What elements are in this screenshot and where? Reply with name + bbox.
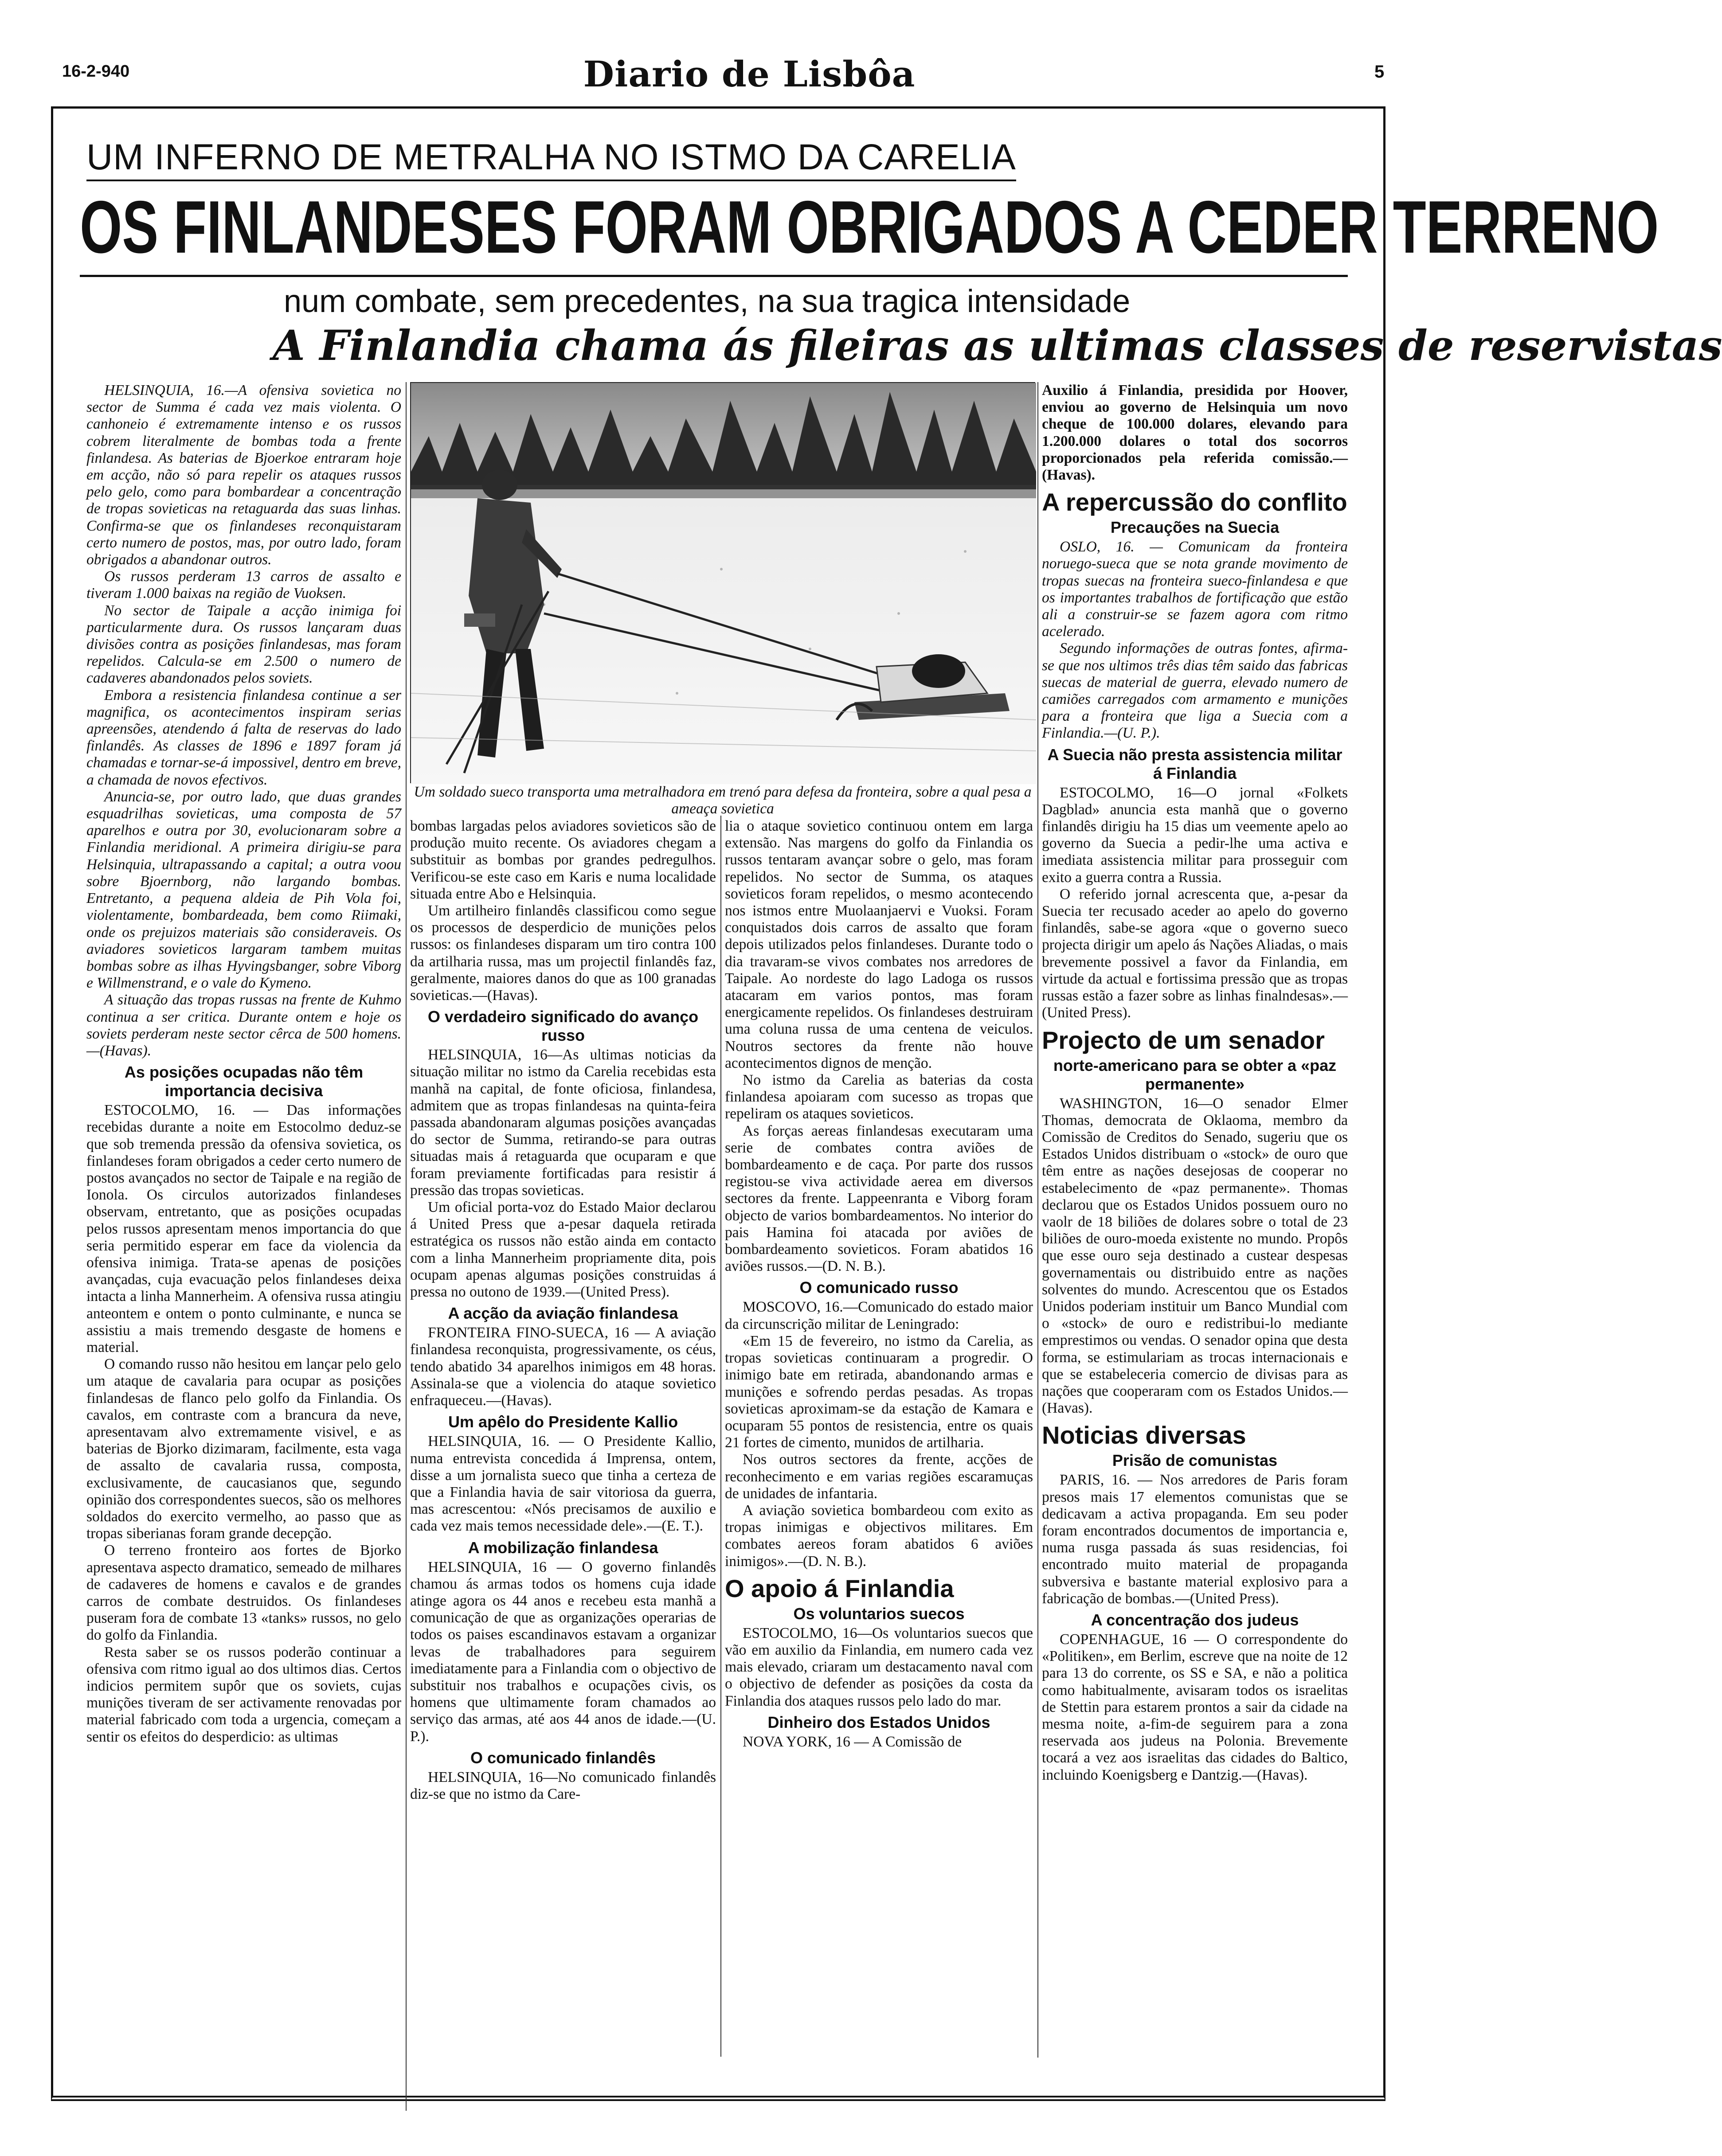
headline-kicker: UM INFERNO DE METRALHA NO ISTMO DA CARELIA [86, 135, 1016, 181]
subheading: Prisão de comunistas [1112, 1451, 1278, 1470]
article-paragraph: A aviação sovietica bombardeou com exito as tropas inimigas e objectivos militares. Em combates aereos foram abatidos 6 aviões inimigos».—(D. N. B.). [725, 1502, 1033, 1570]
subheading: A acção da aviação finlandesa [448, 1304, 678, 1323]
article-paragraph: WASHINGTON, 16—O senador Elmer Thomas, democrata de Oklaoma, membro da Comissão de Creditos do Senado, sugeriu que os Estados Unidos distribuam o «stock» de ouro que têm entre as nações desejosas de cooperar no estabelecimento de «paz permanente». Thomas declarou que os Estados Unidos possuem ouro no vaolr de 18 biliões de dolares sobre o total de 23 biliões de ouro-moeda existente no mundo. Propôs que esse ouro seja destinado a custear despesas governamentais ou distribuido entre as nações solventes do mundo. Acrescentou que os Estados Unidos poderiam instituir um Banco Mundial com o «stock» de ouro e redistribui-lo mediante emprestimos ou vendas. O senador opina que desta forma, se estimulariam as trocas internacionais e que se estabeleceria comercio de divisas para as nações que cooperaram com os Estados Unidos.—(Havas). [1042, 1095, 1348, 1417]
deck-line-2: A Finlandia chama ás fileiras as ultimas classes de reservistas [273, 321, 1722, 370]
article-paragraph: O comando russo não hesitou em lançar pelo gelo um ataque de cavalaria para ocupar as posições finlandesas de flanco pelo golfo da Finlandia. Os cavalos, em contraste com a brancura da neve, apresentavam alvo extremamente visivel, e as baterias de Bjorko dizimaram, facilmente, esta vaga de assalto de cavalaria russa, composta, exclusivamente, de caucasianos que, segundo opinião dos correspondentes suecos, são os melhores soldados do exercito vermelho, ao passo que as tropas siberianas foram grande decepção. [86, 1356, 401, 1542]
subheading: As posições ocupadas não têm importancia decisiva [124, 1063, 364, 1100]
column-rule [1037, 382, 1038, 2058]
section-heading: Noticias diversas [1042, 1421, 1246, 1449]
newspaper-name: Diario de Lisbôa [583, 53, 916, 95]
article-paragraph: MOSCOVO, 16.—Comunicado do estado maior da circunscrição militar de Leningrado: [725, 1299, 1033, 1332]
article-paragraph: «Em 15 de fevereiro, no istmo da Carelia, as tropas sovieticas continuaram a progredir. O inimigo bate em retirada, abandonando armas e munições e sofrendo perdas pesadas. As tropas sovieticas aproximam-se da estação de Kamara e ocuparam 55 pontos de resistencia, entre os quais 21 fortes de cimento, munidos de artilharia. [725, 1332, 1033, 1451]
article-paragraph: As forças aereas finlandesas executaram uma serie de combates contra aviões de bombardeamento e de caça. Por parte dos russos registou-se viva actividade aerea em diversos sectores da frente. Lappeenranta e Viborg foram objecto de varios bombardeamentos. No interior do pais Hamina foi atacada por aviões de bombardeamento sovieticos. Foram abatidos 16 aviões russos.—(D. N. B.). [725, 1122, 1033, 1275]
column-rule [406, 382, 407, 2111]
subheading: A concentração dos judeus [1091, 1610, 1299, 1629]
article-paragraph: A situação das tropas russas na frente de Kuhmo continua a ser critica. Durante ontem e hoje os soviets perderam neste sector cêrca de 500 homens.—(Havas). [86, 992, 401, 1059]
article-paragraph: Nos outros sectores da frente, acções de reconhecimento e em varias regiões escaramuças de unidades de infantaria. [725, 1451, 1033, 1502]
article-column-4 [1042, 382, 1348, 1784]
article-paragraph: Resta saber se os russos poderão continuar a ofensiva com ritmo igual ao dos ultimos dias. Certos indicios permitem supôr que os soviets, cujas munições tiveram de ser activamente renovadas por material fabricado com toda a urgencia, começam a sentir os efeitos do desperdicio: as ultimas [86, 1644, 401, 1745]
article-paragraph: NOVA YORK, 16 — A Comissão de [743, 1733, 962, 1750]
article-paragraph: bombas largadas pelos aviadores sovieticos são de produção muito recente. Os aviadores chegam a substituir as bombas por grandes pedregulhos. Verificou-se este caso em Karis e numa localidade situada entre Abo e Helsinquia. [410, 818, 716, 902]
subheading: O comunicado finlandês [470, 1748, 656, 1767]
article-paragraph: Um artilheiro finlandês classificou como segue os processos de desperdicio de munições pelos russos: os finlandeses disparam um tiro contra 100 da artilharia russa, mas um projectil finlandês faz, geralmente, maiores danos do que as 100 granadas sovieticas.—(Havas). [410, 902, 716, 1004]
issue-date: 16-2-940 [62, 62, 130, 81]
article-paragraph: HELSINQUIA, 16 — O governo finlandês chamou ás armas todos os homens cuja idade atinge agora os 44 anos e recebeu esta manhã a comunicação de que as organizações operarias de todos os paises escandinavos estavam a organizar levas de trabalhadores para seguirem imediatamente para a Finlandia com o objectivo de substituir nos trabalhos e ocupações civis, os homens que ultimamente foram chamados ao serviço das armas, até aos 44 anos de idade.—(U. P.). [410, 1558, 716, 1745]
subheading: A mobilização finlandesa [468, 1538, 658, 1557]
subheading: A Suecia não presta assistencia militar á Finlandia [1047, 745, 1342, 782]
headline-rule [80, 275, 1348, 277]
article-paragraph: ESTOCOLMO, 16—Os voluntarios suecos que vão em auxilio da Finlandia, em numero cada vez mais elevado, criaram um destacamento naval com o objectivo de defender as posições da costa da Finlandia dos ataques russos pelo lado do mar. [725, 1625, 1033, 1709]
article-paragraph: No sector de Taipale a acção inimiga foi particularmente dura. Os russos lançaram duas divisões contra as posições finlandesas, mas foram repelidos. Calcula-se em 2.500 o numero de cadaveres abandonados pelos soviets. [86, 602, 401, 687]
article-paragraph: Um oficial porta-voz do Estado Maior declarou á United Press que a-pesar daquela retirada estratégica os russos não estão ainda em contacto com a linha Mannerheim propriamente dita, pois ocupam apenas algumas posições construidas á pressa no outono de 1939.—(United Press). [410, 1199, 716, 1301]
article-paragraph: Segundo informações de outras fontes, afirma-se que nos ultimos três dias têm saido das fabricas suecas de material de guerra, elevado numero de camiões carregados com armamento e munições para a fronteira que liga a Suecia com a Finlandia.—(U. P.). [1042, 640, 1348, 742]
section-heading: Projecto de um senador [1042, 1026, 1325, 1054]
page-number: 5 [1374, 62, 1385, 82]
deck-line-1: num combate, sem precedentes, na sua tragica intensidade [284, 284, 1131, 319]
section-heading: A repercussão do conflito [1042, 488, 1347, 516]
article-paragraph: O terreno fronteiro aos fortes de Bjorko apresentava aspecto dramatico, semeado de milhares de cadaveres de homens e cavalos e de grandes carros de combate destruidos. Os finlandeses puseram fora de combate 13 «tanks» russos, no gelo do golfo da Finlandia. [86, 1542, 401, 1644]
article-column-1 [86, 382, 401, 1746]
article-paragraph: ESTOCOLMO, 16. — Das informações recebidas durante a noite em Estocolmo deduz-se que sob tremenda pressão da ofensiva sovietica, os finlandeses foram obrigados a ceder certo numero de postos avançados no sector de Taipale e na região de Ionola. Os circulos autorizados finlandeses observam, entretanto, que as posições ocupadas pelos russos apresentam menos importancia do que seria permitido esperar em face da violencia da ofensiva inimiga. Trata-se apenas de posições avançadas, cuja evacuação pelos finlandeses deixa intacta a linha Mannerheim. A ofensiva russa atingiu anteontem e ontem o ponto culminante, e nunca se assistiu a mais tremendo desgaste de homens e material. [86, 1102, 401, 1355]
article-paragraph: COPENHAGUE, 16 — O correspondente do «Politiken», em Berlim, escreve que na noite de 12 para 13 do corrente, os SS e SA, e não a politica como habitualmente, avisaram todos os israelitas de Stettin para estarem prontos a sair da cidade na mesma noite, a-fim-de seguirem para a zona reservada aos judeus na Polonia. Brevemente tocará a vez aos israelitas das cidades do Baltico, incluindo Koenigsberg e Dantzig.—(Havas). [1042, 1631, 1348, 1783]
soldier-sled-photo [410, 382, 1035, 783]
subheading: Precauções na Suecia [1110, 518, 1280, 537]
subheading: Os voluntarios suecos [793, 1604, 965, 1623]
article-paragraph: Embora a resistencia finlandesa continue a ser magnifica, os acontecimentos inspiram serias apreensões, atendendo á falta de reservas do lado finlandês. As classes de 1896 e 1897 foram já chamadas e tornar-se-á impossivel, dentro em breve, a chamada de novos efectivos. [86, 687, 401, 788]
article-paragraph: O referido jornal acrescenta que, a-pesar da Suecia ter recusado aceder ao apelo do governo finlandês, sabe-se agora «que o governo sueco projecta dirigir um apelo ás Nações Aliadas, o mais brevemente possivel a favor da Finlandia, em virtude da actual e fortissima pressão que as tropas russas estão a fazer sobre as linhas finalndesas».—(United Press). [1042, 886, 1348, 1021]
column-rule [720, 816, 721, 2057]
article-paragraph: lia o ataque sovietico continuou ontem em larga extensão. Nas margens do golfo da Finlandia os russos tentaram avançar sobre o gelo, mas foram repelidos. No sector de Summa, os ataques sovieticos foram repelidos, o mesmo acontecendo nos istmos entre Muolaanjaervi e Vuoksi. Foram conquistados dois carros de assalto que foram depois utilizados pelos finlandeses. Durante todo o dia travaram-se vivos combates nos arredores de Taipale. Ao nordeste do lago Ladoga os russos atacaram em varios pontos, mas foram energicamente repelidos. Os finlandeses destruiram uma coluna russa de uma centena de veiculos. Noutros sectores da frente não houve acontecimentos dignos de menção. [725, 818, 1033, 1071]
photo-caption: Um soldado sueco transporta uma metralhadora em trenó para defesa da fronteira, sobre a qual pesa a ameaça sovietica [414, 784, 1032, 817]
subheading: O comunicado russo [799, 1278, 959, 1297]
article-paragraph: HELSINQUIA, 16. — O Presidente Kallio, numa entrevista concedida á Imprensa, ontem, disse a um jornalista sueco que tinha a certeza de que a Finlandia havia de sair vitoriosa da guerra, mas acrescentou: «Nós precisamos de auxilio e cada vez mais temos necessidade dele».—(E. T.). [410, 1433, 716, 1535]
article-paragraph: OSLO, 16. — Comunicam da fronteira noruego-sueca que se nota grande movimento de tropas suecas na fronteira sueco-finlandesa e que os importantes trabalhos de fortificação que estão ali a construir-se se fazem agora com ritmo acelerado. [1042, 539, 1348, 640]
article-paragraph: HELSINQUIA, 16—No comunicado finlandês diz-se que no istmo da Care- [410, 1769, 716, 1802]
subheading: Dinheiro dos Estados Unidos [767, 1713, 990, 1731]
article-paragraph: Auxilio á Finlandia, presidida por Hoover, enviou ao governo de Helsinquia um novo cheque de 100.000 dolares, elevando para 1.200.000 dolares o total dos socorros proporcionados pela referida comissão.—(Havas). [1042, 382, 1348, 484]
article-paragraph: FRONTEIRA FINO-SUECA, 16 — A aviação finlandesa reconquista, progressivamente, os céus, tendo abatido 34 aparelhos inimigos em 48 horas. Assinala-se que a violencia do ataque sovietico enfraqueceu.—(Havas). [410, 1324, 716, 1409]
subheading: O verdadeiro significado do avanço russo [427, 1008, 699, 1045]
article-paragraph: Anuncia-se, por outro lado, que duas grandes esquadrilhas sovieticas, uma composta de 57 aparelhos e outra por 30, evolucionaram sobre a Finlandia meridional. A primeira dirigiu-se para Helsinquia, ultrapassando a capital; a outra voou sobre Bjoernborg, não largando bombas. Entretanto, a pequena aldeia de Pih Vola foi, violentamente, bombardeada, bem como Riimaki, onde os prejuizos materiais são consideraveis. Os aviadores sovieticos largaram tambem muitas bombas sobre as ilhas Hyvingsbanger, sobre Viborg e Willmenstrand, e o vale do Kymeno. [86, 788, 401, 992]
article-column-2 [410, 818, 716, 1803]
main-headline: OS FINLANDESES FORAM OBRIGADOS A CEDER TERRENO [80, 185, 1659, 269]
masthead [27, 53, 1385, 95]
article-paragraph: No istmo da Carelia as baterias da costa finlandesa apoiaram com sucesso as tropas que repeliram os ataques sovieticos. [725, 1072, 1033, 1122]
article-paragraph: Os russos perderam 13 carros de assalto e tiveram 1.000 baixas na região de Vuoksen. [86, 568, 401, 602]
subheading: Um apêlo do Presidente Kallio [448, 1413, 678, 1431]
article-paragraph: HELSINQUIA, 16.—A ofensiva sovietica no sector de Summa é cada vez mais violenta. O canhoneio é extremamente intenso e os russos cobrem literalmente de bombas toda a frente finlandesa. As baterias de Bjoerkoe entraram hoje em acção, não só para repelir os ataques russos pelo gelo, como para bombardear a concentração de tropas sovieticas na retaguarda das suas linhas. Confirma-se que os finlandeses reconquistaram certo numero de postos, mas, por outro lado, foram obrigados a abandonar outros. [86, 382, 401, 568]
article-paragraph: PARIS, 16. — Nos arredores de Paris foram presos mais 17 elementos comunistas que se dedicavam a activa propaganda. Em seu poder foram encontrados documentos de importancia e, numa rusga passada ás suas residencias, foi encontrado muito material de propaganda subversiva e bastante material explosivo para a fabricação de bombas.—(United Press). [1042, 1472, 1348, 1607]
subheading: norte-americano para se obter a «paz permanente» [1053, 1056, 1337, 1093]
article-column-3 [725, 818, 1033, 1750]
article-paragraph: HELSINQUIA, 16—As ultimas noticias da situação militar no istmo da Carelia recebidas esta manhã na capital, de fonte oficiosa, finlandesa, admitem que as tropas finlandesas na quinta-feira passada abandonaram algumas posições avançadas do sector de Summa, retirando-se para outras situadas mais á retaguarda que ocuparam e que foram previamente fortificadas para resistir á pressão das tropas sovieticas. [410, 1047, 716, 1199]
article-paragraph: ESTOCOLMO, 16—O jornal «Folkets Dagblad» anuncia esta manhã que o governo finlandês dirigiu ha 15 dias um veemente apelo ao governo da Suecia a pedir-lhe uma activa e imediata assistencia militar para prosseguir com exito a guerra contra a Russia. [1042, 784, 1348, 886]
section-heading: O apoio á Finlandia [725, 1574, 954, 1602]
